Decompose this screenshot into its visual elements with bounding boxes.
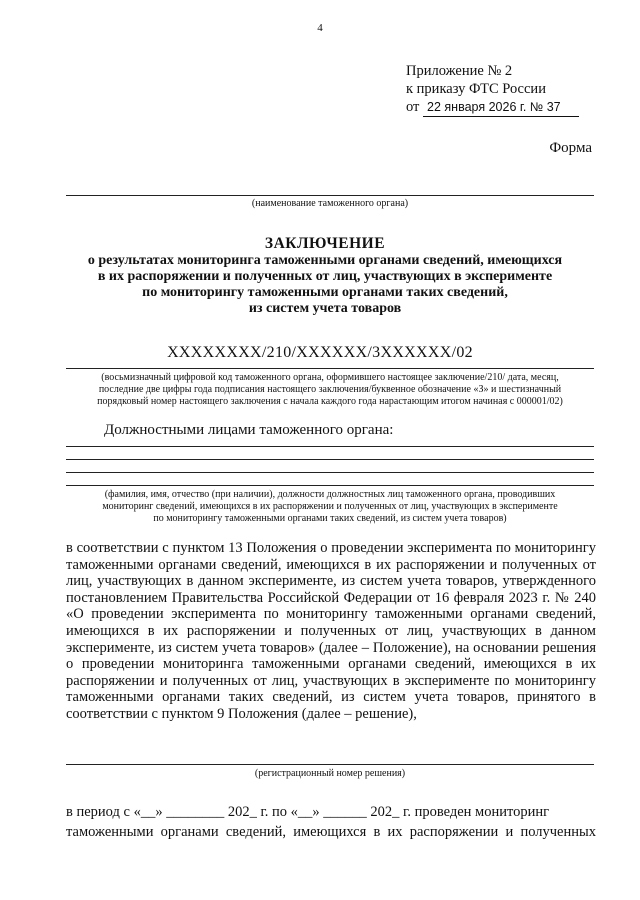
order-date-row	[406, 98, 579, 117]
caption-line: по мониторингу таможенными органами таких сведений, из систем учета товаров)	[153, 513, 507, 524]
officials-line	[66, 485, 594, 486]
title-block	[60, 234, 590, 317]
caption-line: (фамилия, имя, отчество (при наличии), должности должностных лиц таможенного органа, проводивших	[104, 489, 556, 500]
period-line: в период с «__» ________ 202_ г. по «__» ______ 202_ г. проведен мониторинг	[66, 804, 550, 820]
officials-caption	[60, 489, 600, 525]
order-reference: к приказу ФТС России	[406, 81, 546, 97]
decision-line	[66, 764, 594, 765]
form-label: Форма	[549, 140, 592, 156]
registration-line	[66, 368, 594, 369]
caption-line: порядковый номер настоящего заключения с начала каждого года нарастающим итогом начиная с 000001/02)	[97, 396, 563, 407]
date-prefix: от	[406, 99, 420, 115]
caption-line: (восьмизначный цифровой код таможенного органа, оформившего настоящее заключение/210/ дата, месяц,	[101, 372, 559, 383]
customs-body-caption: (наименование таможенного органа)	[251, 198, 409, 209]
subtitle-line: о результатах мониторинга таможенными органами сведений, имеющихся	[87, 253, 563, 268]
customs-body-line	[66, 195, 594, 196]
subtitle-line: по мониторингу таможенными органами таких сведений,	[142, 285, 508, 300]
order-date-value: 22 января 2026 г. № 37	[423, 98, 579, 117]
registration-caption	[60, 372, 600, 408]
caption-line: мониторинг сведений, имеющихся в их распоряжении и полученных от лиц, участвующих в эксперименте	[102, 501, 558, 512]
officials-line	[66, 459, 594, 460]
subtitle-line: из систем учета товаров	[248, 301, 402, 316]
officials-label: Должностными лицами таможенного органа:	[104, 422, 394, 438]
page-number: 4	[317, 22, 323, 34]
subtitle-line: в их распоряжении и полученных от лиц, участвующих в эксперименте	[97, 269, 553, 284]
officials-line	[66, 472, 594, 473]
officials-line	[66, 446, 594, 447]
appendix-line: Приложение № 2	[406, 63, 513, 79]
caption-line: последние две цифры года подписания настоящего заключения/буквенное обозначение «З» и шестизначный	[98, 384, 562, 395]
decision-caption: (регистрационный номер решения)	[254, 768, 406, 779]
period-line-continued: таможенными органами сведений, имеющихся в их распоряжении и полученных	[66, 824, 596, 840]
appendix-block	[406, 62, 579, 117]
registration-number: XXXXXXXX/210/XXXXXX/3XXXXXX/02	[167, 344, 473, 361]
document-title: ЗАКЛЮЧЕНИЕ	[264, 235, 386, 252]
body-paragraph: в соответствии с пунктом 13 Положения о проведении эксперимента по мониторингу таможенными органами сведений, имеющихся в их распоряжении и полученных от лиц, участвующих в данном эксперименте, из систем учета товаров, утвержденного постановлением Правительства Российской Федерации от 16 февраля 2023 г. № 240 «О проведении эксперимента по мониторингу таможенными органами сведений, имеющихся в их распоряжении и полученных от лиц, участвующих в данном эксперименте, из систем учета товаров» (далее – Положение), на основании решения о проведении мониторинга таможенными органами сведений, имеющихся в их распоряжении и полученных от лиц, участвующих в эксперименте по мониторингу таможенными органами таких сведений, из систем учета товаров, принятого в соответствии с пунктом 9 Положения (далее – решение),	[66, 540, 596, 722]
